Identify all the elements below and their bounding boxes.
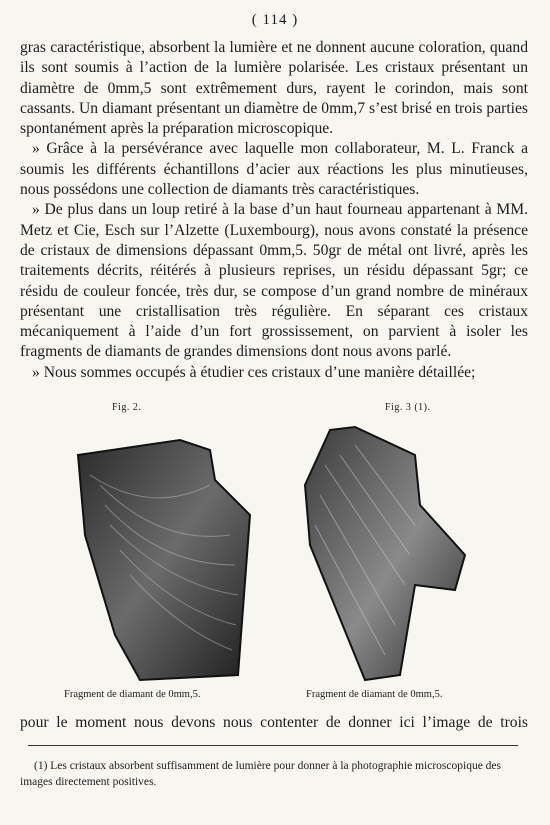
footnote-divider [28,745,518,746]
figure-3-caption: Fragment de diamant de 0mm,5. [306,689,443,700]
figure-2-label: Fig. 2. [112,402,142,413]
body-text [20,38,528,383]
figure-3-diamond-image [295,425,480,685]
paragraph: gras caractéristique, absorbent la lumière et ne donnent aucune coloration, quand ils sont soumis à l’action de la lumière polarisée. Les cristaux présentant un diamètre de 0mm,5 sont extrêmement durs, rayent le corindon, mais sont cassants. Un diamant présentant un diamètre de 0mm,7 s’est brisé en trois parties spontanément après la préparation microscopique. [20,39,528,138]
continuation-text: pour le moment nous devons nous contenter de donner ici l’image de trois [20,714,528,731]
page-number: ( 114 ) [251,12,299,28]
paragraph: » Nous sommes occupés à étudier ces cristaux d’une manière détaillée; [32,363,476,381]
paragraph: » Grâce à la persévérance avec laquelle mon collaborateur, M. L. Franck a soumis les différents échantillons d’acier aux réactions les plus minutieuses, nous possédons une collection de diamants très caractéristiques. [20,140,528,199]
figure-2-caption: Fragment de diamant de 0mm,5. [64,689,201,700]
paragraph: » De plus dans un loup retiré à la base d’un haut fourneau appartenant à MM. Metz et Cie, Esch sur l’Alzette (Luxembourg), nous avons constaté la présence de cristaux de dimensions dépassant 0mm,5. 50gr de métal ont livré, après les traitements décrits, réitérés à plusieurs reprises, un résidu dépassant 5gr; ce résidu de couleur foncée, très dur, se compose d’un grand nombre de minéraux présentant une cristallisation très régulière. En séparant ces cristaux mécaniquement à l’aide d’un fort grossissement, on parvient à isoler les fragments de diamants de grandes dimensions dont nous avons parlé. [20,201,528,361]
figure-2-diamond-image [60,425,260,685]
footnote: (1) Les cristaux absorbent suffisamment de lumière pour donner à la photographie microscopique des images directement positives. [20,760,501,788]
figure-3-label: Fig. 3 (1). [385,402,431,413]
